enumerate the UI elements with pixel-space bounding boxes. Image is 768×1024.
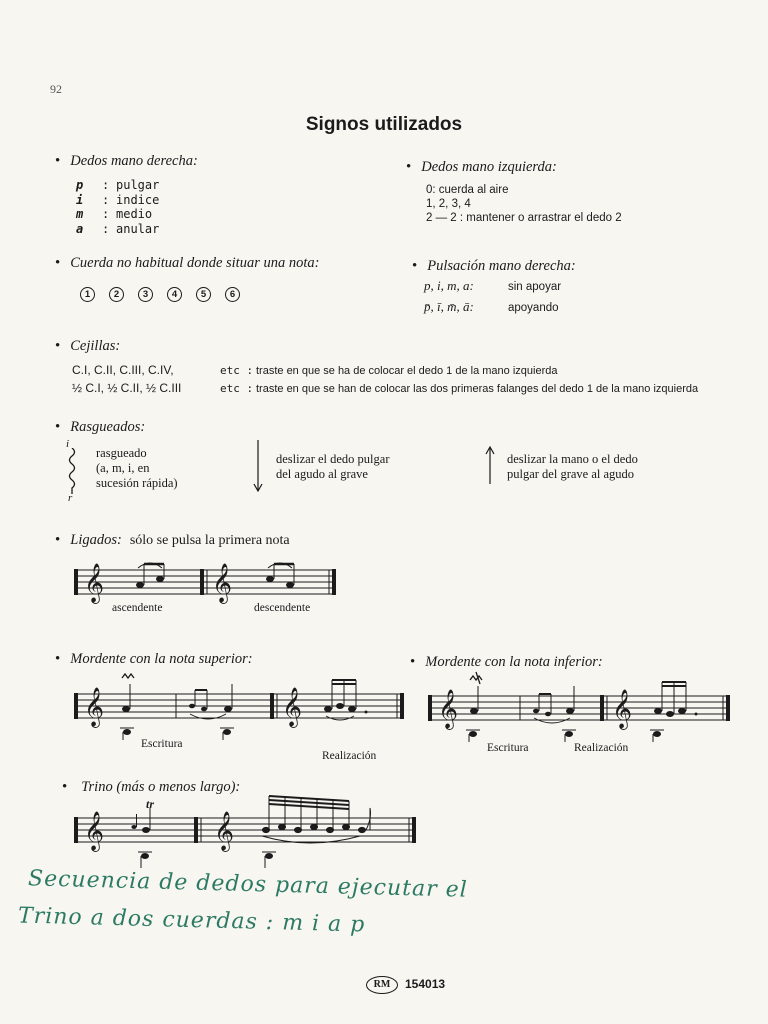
slur-staff bbox=[70, 556, 340, 606]
list-item bbox=[76, 178, 159, 193]
finger-label: pulgar bbox=[116, 178, 160, 192]
bullet: • bbox=[412, 258, 418, 274]
bullet: • bbox=[62, 779, 68, 795]
section-right-hand-pluck bbox=[412, 257, 576, 275]
section-right-hand-fingers bbox=[55, 152, 198, 170]
section-heading-rest: sólo se pulsa la primera nota bbox=[129, 533, 290, 548]
string-number-circle: 2 bbox=[109, 287, 124, 302]
finger-key: p bbox=[76, 178, 84, 192]
section-barre bbox=[55, 337, 120, 355]
list-item: 2 — 2 : mantener o arrastrar el dedo 2 bbox=[426, 212, 622, 224]
section-heading: Mordente con la nota superior: bbox=[70, 651, 253, 667]
bullet: • bbox=[55, 651, 61, 667]
bullet: • bbox=[55, 419, 61, 435]
finger-label: indice bbox=[116, 192, 160, 207]
trill-staff bbox=[70, 790, 420, 870]
text-line: deslizar la mano o el dedo bbox=[507, 452, 638, 466]
svg-text:𝄞: 𝄞 bbox=[84, 689, 105, 726]
finger-key: m bbox=[76, 207, 84, 221]
thumb-up-description bbox=[507, 452, 638, 482]
section-heading: Dedos mano izquierda: bbox=[421, 159, 557, 175]
svg-text:𝄞: 𝄞 bbox=[282, 689, 303, 726]
section-heading: Dedos mano derecha: bbox=[70, 153, 198, 169]
caption: descendente bbox=[254, 602, 311, 614]
barre-symbols: ½ C.I, ½ C.II, ½ C.III bbox=[72, 381, 182, 395]
bullet: • bbox=[406, 159, 412, 175]
svg-text:𝄞: 𝄞 bbox=[84, 813, 105, 850]
list-item bbox=[76, 222, 159, 237]
caption: ascendente bbox=[112, 602, 163, 614]
separator: : bbox=[102, 178, 110, 192]
strum-description bbox=[96, 446, 178, 491]
page-title: Signos utilizados bbox=[305, 114, 463, 135]
section-heading: Mordente con la nota inferior: bbox=[425, 654, 603, 670]
wavy-bottom-letter: r bbox=[68, 492, 73, 504]
pluck-text: sin apoyar bbox=[508, 281, 562, 293]
section-strings bbox=[55, 254, 319, 272]
pluck-text: apoyando bbox=[508, 302, 559, 314]
list-item bbox=[76, 207, 159, 222]
page-number: 92 bbox=[50, 82, 62, 96]
svg-text:𝄞: 𝄞 bbox=[214, 813, 235, 850]
arrow-down-icon bbox=[252, 440, 264, 492]
string-number-circle: 1 bbox=[80, 287, 95, 302]
text-line: (a, m, i, en bbox=[96, 461, 150, 475]
string-number-circle: 6 bbox=[225, 287, 240, 302]
text-line: sucesión rápida) bbox=[96, 476, 178, 490]
pluck-list bbox=[424, 276, 561, 318]
right-hand-finger-list bbox=[76, 178, 159, 236]
bullet: • bbox=[55, 255, 61, 271]
list-item bbox=[72, 380, 762, 398]
barre-text: traste en que se ha de colocar el dedo 1 de la mano izquierda bbox=[256, 365, 558, 377]
separator: : bbox=[102, 207, 110, 221]
handwritten-note-line: Trino a dos cuerdas : m i a p bbox=[17, 903, 366, 938]
wavy-line-icon bbox=[64, 448, 80, 494]
trill-ornament: tr bbox=[146, 797, 155, 811]
handwritten-note-line: Secuencia de dedos para ejecutar el bbox=[27, 866, 469, 903]
string-number-circle: 4 bbox=[167, 287, 182, 302]
barre-symbols: C.I, C.II, C.III, C.IV, bbox=[72, 363, 174, 377]
text-line: pulgar del grave al agudo bbox=[507, 467, 635, 481]
bullet: • bbox=[410, 654, 416, 670]
text-line: deslizar el dedo pulgar bbox=[276, 452, 390, 466]
finger-key: a bbox=[76, 221, 84, 236]
bullet: • bbox=[55, 153, 61, 169]
barre-etc: etc : bbox=[220, 382, 254, 395]
svg-text:𝄞: 𝄞 bbox=[212, 565, 233, 602]
section-heading: Rasgueados: bbox=[70, 419, 146, 435]
string-number-circle: 3 bbox=[138, 287, 153, 302]
section-mordent-lower bbox=[410, 653, 603, 671]
svg-text:𝄞: 𝄞 bbox=[612, 691, 633, 728]
barre-etc: etc : bbox=[220, 364, 254, 377]
section-mordent-upper bbox=[55, 650, 253, 668]
section-heading: Pulsación mano derecha: bbox=[427, 258, 576, 274]
list-item bbox=[76, 193, 159, 208]
pluck-symbols: p, i, m, a: bbox=[424, 278, 474, 293]
caption: Realización bbox=[322, 750, 377, 762]
bullet: • bbox=[55, 532, 61, 548]
list-item bbox=[424, 276, 561, 297]
svg-text:𝄞: 𝄞 bbox=[438, 691, 459, 728]
barre-text: traste en que se han de colocar las dos primeras falanges del dedo 1 de la mano izquierda bbox=[256, 383, 699, 395]
caption: Realización bbox=[574, 742, 629, 754]
svg-text:𝄞: 𝄞 bbox=[84, 565, 105, 602]
finger-label: medio bbox=[116, 207, 153, 221]
section-slurs bbox=[55, 531, 290, 549]
caption: Escritura bbox=[487, 742, 529, 754]
section-heading: Cuerda no habitual donde situar una nota: bbox=[70, 255, 320, 271]
arrow-up-icon bbox=[484, 446, 496, 484]
section-left-hand-fingers bbox=[406, 158, 557, 176]
section-strum bbox=[55, 418, 145, 436]
finger-key: i bbox=[76, 192, 84, 207]
string-number-circle: 5 bbox=[196, 287, 211, 302]
bullet: • bbox=[55, 338, 61, 354]
text-line: del agudo al grave bbox=[276, 467, 368, 481]
list-item: 0: cuerda al aire bbox=[426, 184, 509, 196]
text-line: rasgueado bbox=[96, 446, 147, 460]
thumb-down-description bbox=[276, 452, 390, 482]
finger-label: anular bbox=[116, 221, 160, 236]
list-item: 1, 2, 3, 4 bbox=[426, 198, 471, 210]
mordent-upper-staff bbox=[70, 668, 410, 742]
pluck-symbols: p̄, ī, m̄, ā: bbox=[424, 299, 474, 314]
caption: Escritura bbox=[141, 738, 183, 750]
list-item bbox=[72, 362, 762, 380]
list-item bbox=[424, 297, 561, 318]
left-hand-finger-list bbox=[426, 183, 622, 225]
catalog-code: 154013 bbox=[405, 977, 446, 991]
publisher-logo: RM bbox=[366, 976, 398, 994]
separator: : bbox=[102, 192, 110, 207]
string-number-list bbox=[80, 284, 254, 302]
separator: : bbox=[102, 221, 110, 236]
section-heading: Cejillas: bbox=[70, 338, 121, 354]
mordent-lower-staff bbox=[424, 670, 736, 744]
wavy-top-letter: i bbox=[66, 438, 70, 450]
barre-list bbox=[72, 362, 762, 398]
section-heading: Ligados: bbox=[70, 532, 122, 548]
section-heading: Trino (más o menos largo): bbox=[81, 779, 241, 795]
